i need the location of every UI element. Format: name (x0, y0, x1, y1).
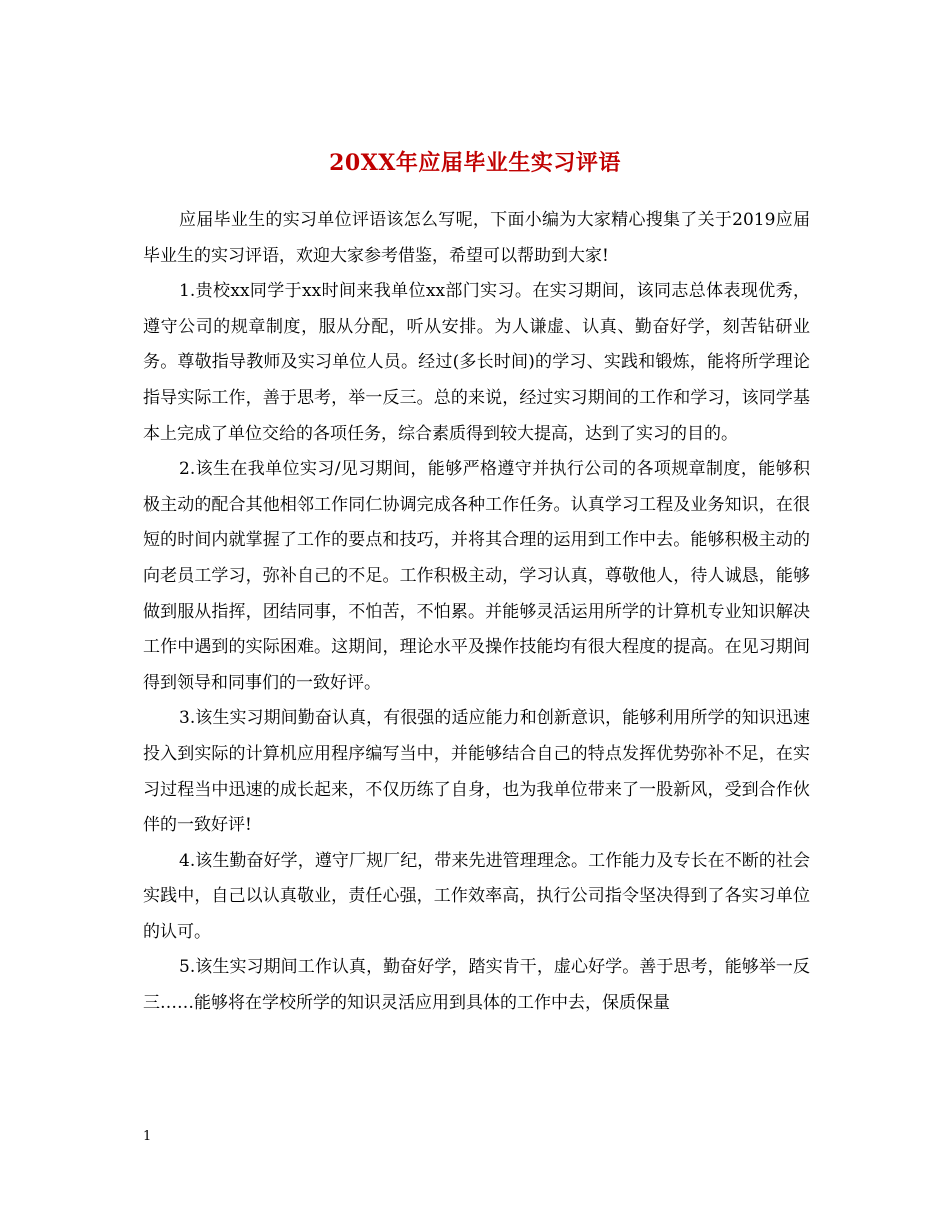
comment-paragraph-5: 5.该生实习期间工作认真，勤奋好学，踏实肯干，虚心好学。善于思考，能够举一反三……能够将在学校所学的知识灵活应用到具体的工作中去，保质保量 (143, 957, 810, 1014)
page-number: 1 (143, 1129, 152, 1144)
document-body (143, 203, 810, 1022)
comment-paragraph-2: 2.该生在我单位实习/见习期间，能够严格遵守并执行公司的各项规章制度，能够积极主动的配合其他相邻工作同仁协调完成各种工作任务。认真学习工程及业务知识，在很短的时间内就掌握了工作的要点和技巧，并将其合理的运用到工作中去。能够积极主动的向老员工学习，弥补自己的不足。工作积极主动，学习认真，尊敬他人，待人诚恳，能够做到服从指挥，团结同事，不怕苦，不怕累。并能够灵活运用所学的计算机专业知识解决工作中遇到的实际困难。这期间，理论水平及操作技能均有很大程度的提高。在见习期间得到领导和同事们的一致好评。 (143, 459, 810, 693)
comment-paragraph-3: 3.该生实习期间勤奋认真，有很强的适应能力和创新意识，能够利用所学的知识迅速投入到实际的计算机应用程序编写当中，并能够结合自己的特点发挥优势弥补不足，在实习过程当中迅速的成长起来，不仅历练了自身，也为我单位带来了一股新风，受到合作伙伴的一致好评! (143, 708, 810, 836)
document-title: 20XX年应届毕业生实习评语 (329, 149, 621, 176)
comment-paragraph-1: 1.贵校xx同学于xx时间来我单位xx部门实习。在实习期间，该同志总体表现优秀，遵守公司的规章制度，服从分配，听从安排。为人谦虚、认真、勤奋好学，刻苦钻研业务。尊敬指导教师及实习单位人员。经过(多长时间)的学习、实践和锻炼，能将所学理论指导实际工作，善于思考，举一反三。总的来说，经过实习期间的工作和学习，该同学基本上完成了单位交给的各项任务，综合素质得到较大提高，达到了实习的目的。 (143, 281, 810, 444)
comment-paragraph-4: 4.该生勤奋好学，遵守厂规厂纪，带来先进管理理念。工作能力及专长在不断的社会实践中，自己以认真敬业，责任心强，工作效率高，执行公司指令坚决得到了各实习单位的认可。 (143, 850, 810, 942)
intro-paragraph: 应届毕业生的实习单位评语该怎么写呢，下面小编为大家精心搜集了关于2019应届毕业生的实习评语，欢迎大家参考借鉴，希望可以帮助到大家! (143, 210, 810, 266)
